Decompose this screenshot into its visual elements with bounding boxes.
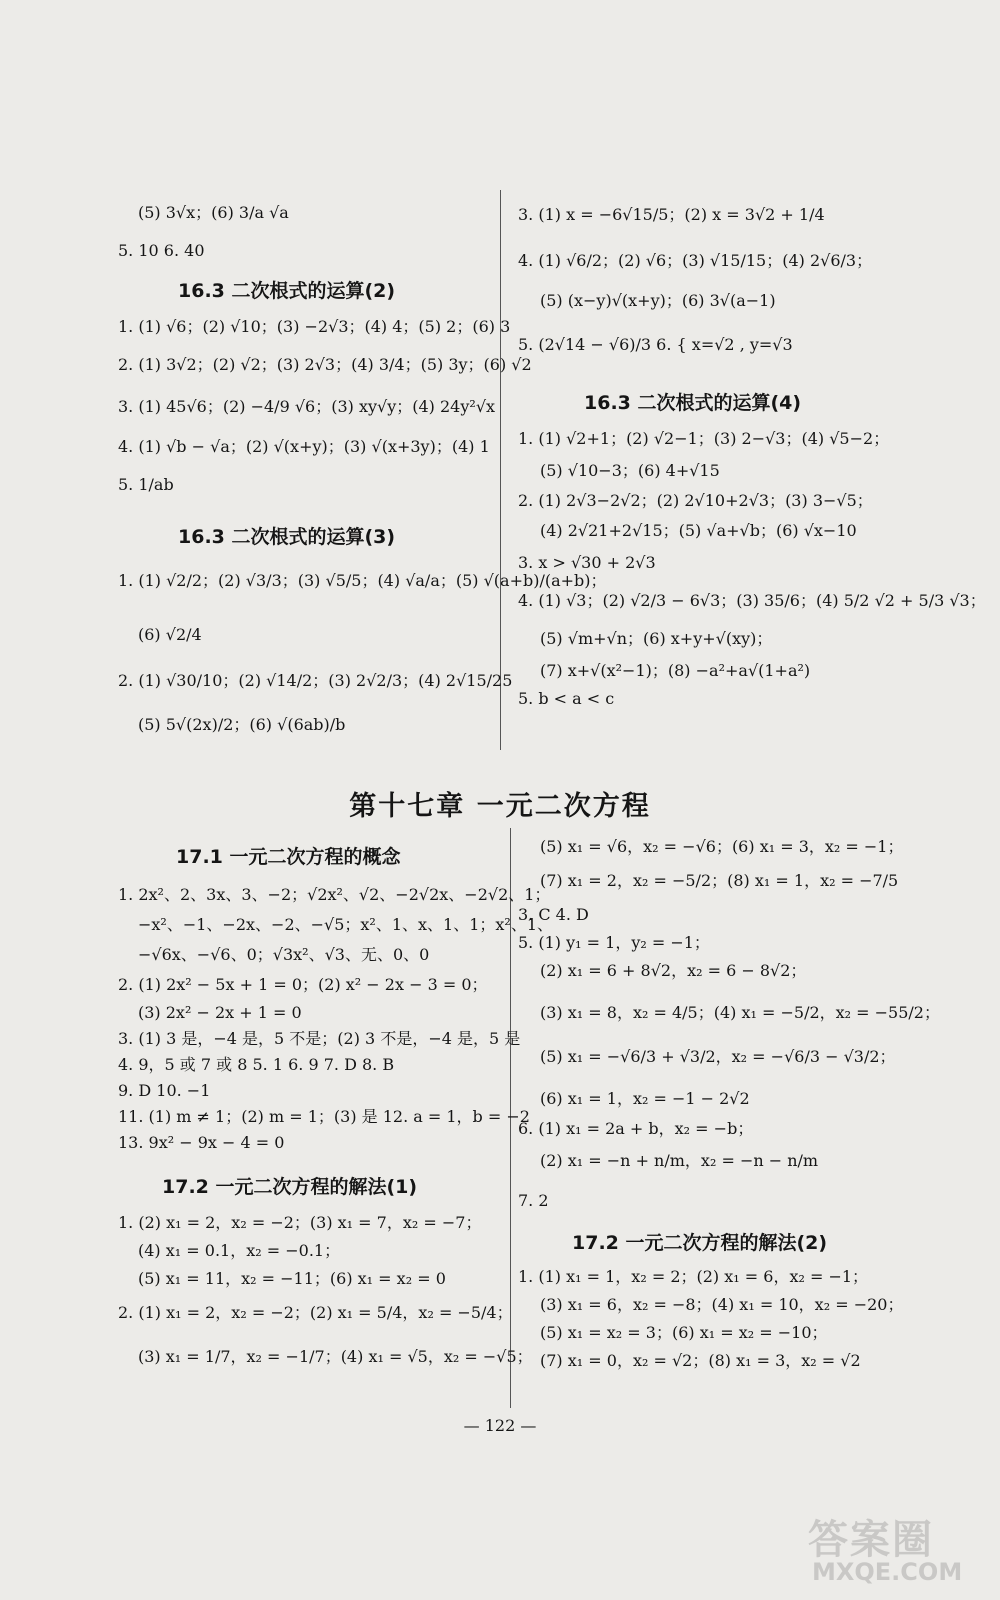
- answer-line: 5. 1/ab: [118, 475, 174, 494]
- answer-line: 4. (1) √b − √a；(2) √(x+y)；(3) √(x+3y)；(4) 1: [118, 437, 490, 456]
- answer-line: 2. (1) x₁ = 2，x₂ = −2；(2) x₁ = 5/4，x₂ = −5/4；: [118, 1303, 513, 1322]
- answer-line: (5) 3√x；(6) 3/a √a: [138, 203, 289, 222]
- answer-line: (5) 5√(2x)/2；(6) √(6ab)/b: [138, 715, 346, 734]
- answer-line: (6) x₁ = 1，x₂ = −1 − 2√2: [540, 1089, 750, 1108]
- answer-line: (7) x+√(x²−1)；(8) −a²+a√(1+a²): [540, 661, 811, 680]
- section-heading-16-3-4: 16.3 二次根式的运算(4): [584, 392, 802, 414]
- answer-line: 1. 2x²、2、3x、3、−2；√2x²、√2、−2√2x、−2√2、1；: [118, 885, 551, 904]
- answer-line: 11. (1) m ≠ 1；(2) m = 1；(3) 是 12. a = 1，b = −2: [118, 1107, 530, 1126]
- answer-line: (5) x₁ = −√6/3 + √3/2，x₂ = −√6/3 − √3/2；: [540, 1047, 896, 1066]
- section-heading-17-2-1: 17.2 一元二次方程的解法(1): [162, 1176, 418, 1198]
- answer-line: (5) x₁ = x₂ = 3；(6) x₁ = x₂ = −10；: [540, 1323, 828, 1342]
- answer-line: (5) √10−3；(6) 4+√15: [540, 461, 720, 480]
- answer-line: 3. (1) 45√6；(2) −4/9 √6；(3) xy√y；(4) 24y²√x: [118, 397, 496, 416]
- answer-line: 4. 9，5 或 7 或 8 5. 1 6. 9 7. D 8. B: [118, 1055, 395, 1074]
- answer-line: 4. (1) √3；(2) √2/3 − 6√3；(3) 35/6；(4) 5/2 √2 + 5/3 √3；: [518, 591, 986, 610]
- answer-line: 9. D 10. −1: [118, 1081, 211, 1100]
- answer-line: 1. (1) √2/2；(2) √3/3；(3) √5/5；(4) √a/a；(5) √(a+b)/(a+b)；: [118, 571, 607, 590]
- section-heading-16-3-2: 16.3 二次根式的运算(2): [178, 280, 396, 302]
- answer-line: 13. 9x² − 9x − 4 = 0: [118, 1133, 285, 1152]
- answer-line: 2. (1) √30/10；(2) √14/2；(3) 2√2/3；(4) 2√15/25: [118, 671, 513, 690]
- answer-line: (2) x₁ = −n + n/m，x₂ = −n − n/m: [540, 1151, 819, 1170]
- section-heading-17-2-2: 17.2 一元二次方程的解法(2): [572, 1232, 828, 1254]
- answer-line: 1. (1) √2+1；(2) √2−1；(3) 2−√3；(4) √5−2；: [518, 429, 890, 448]
- answer-line: 5. (2√14 − √6)/3 6. { x=√2 , y=√3: [518, 335, 793, 354]
- answer-line: (6) √2/4: [138, 625, 202, 644]
- answer-line: −√6x、−√6、0；√3x²、√3、无、0、0: [138, 945, 430, 964]
- answer-line: (7) x₁ = 2，x₂ = −5/2；(8) x₁ = 1，x₂ = −7/5: [540, 871, 899, 890]
- answer-line: 5. 10 6. 40: [118, 241, 205, 260]
- answer-line: 5. (1) y₁ = 1，y₂ = −1；: [518, 933, 710, 952]
- answer-line: (3) x₁ = 1/7，x₂ = −1/7；(4) x₁ = √5，x₂ = −√5；: [138, 1347, 533, 1366]
- answer-line: (3) 2x² − 2x + 1 = 0: [138, 1003, 302, 1022]
- answer-line: (5) x₁ = √6，x₂ = −√6；(6) x₁ = 3，x₂ = −1；: [540, 837, 904, 856]
- answer-line: (4) 2√21+2√15；(5) √a+√b；(6) √x−10: [540, 521, 857, 540]
- answer-line: 1. (1) √6；(2) √10；(3) −2√3；(4) 4；(5) 2；(6) 3: [118, 317, 511, 336]
- answer-line: 2. (1) 2√3−2√2；(2) 2√10+2√3；(3) 3−√5；: [518, 491, 873, 510]
- answer-line: 5. b < a < c: [518, 689, 615, 708]
- answer-line: 2. (1) 2x² − 5x + 1 = 0；(2) x² − 2x − 3 = 0；: [118, 975, 488, 994]
- watermark-text: 答案圈: [808, 1517, 934, 1563]
- answer-line: −x²、−1、−2x、−2、−√5；x²、1、x、1、1；x²、1、: [138, 915, 554, 934]
- answer-line: (5) √m+√n；(6) x+y+√(xy)；: [540, 629, 773, 648]
- watermark-url: MXQE.COM: [812, 1558, 963, 1586]
- page-number: — 122 —: [463, 1416, 537, 1435]
- answer-line: 6. (1) x₁ = 2a + b，x₂ = −b；: [518, 1119, 754, 1138]
- section-heading-16-3-3: 16.3 二次根式的运算(3): [178, 526, 396, 548]
- answer-line: (3) x₁ = 6，x₂ = −8；(4) x₁ = 10，x₂ = −20；: [540, 1295, 904, 1314]
- chapter-title: 第十七章 一元二次方程: [349, 791, 651, 822]
- answer-line: 4. (1) √6/2；(2) √6；(3) √15/15；(4) 2√6/3；: [518, 251, 873, 270]
- watermark-logo: [786, 1508, 986, 1592]
- answer-line: (5) (x−y)√(x+y)；(6) 3√(a−1): [540, 291, 776, 310]
- answer-line: 1. (1) x₁ = 1，x₂ = 2；(2) x₁ = 6，x₂ = −1；: [518, 1267, 869, 1286]
- answer-line: 7. 2: [518, 1191, 549, 1210]
- answer-line: 3. (1) x = −6√15/5；(2) x = 3√2 + 1/4: [518, 205, 825, 224]
- section-heading-17-1: 17.1 一元二次方程的概念: [176, 846, 401, 868]
- answer-line: 1. (2) x₁ = 2，x₂ = −2；(3) x₁ = 7，x₂ = −7；: [118, 1213, 482, 1232]
- answer-line: (3) x₁ = 8，x₂ = 4/5；(4) x₁ = −5/2，x₂ = −55/2；: [540, 1003, 940, 1022]
- answer-line: (7) x₁ = 0，x₂ = √2；(8) x₁ = 3，x₂ = √2: [540, 1351, 861, 1370]
- column-divider-top: [500, 190, 501, 750]
- answer-line: 3. (1) 3 是，−4 是，5 不是；(2) 3 不是，−4 是，5 是: [118, 1029, 521, 1048]
- answer-line: (2) x₁ = 6 + 8√2，x₂ = 6 − 8√2；: [540, 961, 807, 980]
- answer-line: (4) x₁ = 0.1，x₂ = −0.1；: [138, 1241, 341, 1260]
- answer-line: 3. C 4. D: [518, 905, 589, 924]
- answer-line: (5) x₁ = 11，x₂ = −11；(6) x₁ = x₂ = 0: [138, 1269, 446, 1288]
- answer-line: 3. x > √30 + 2√3: [518, 553, 656, 572]
- answer-line: 2. (1) 3√2；(2) √2；(3) 2√3；(4) 3/4；(5) 3y；(6) √2: [118, 355, 532, 374]
